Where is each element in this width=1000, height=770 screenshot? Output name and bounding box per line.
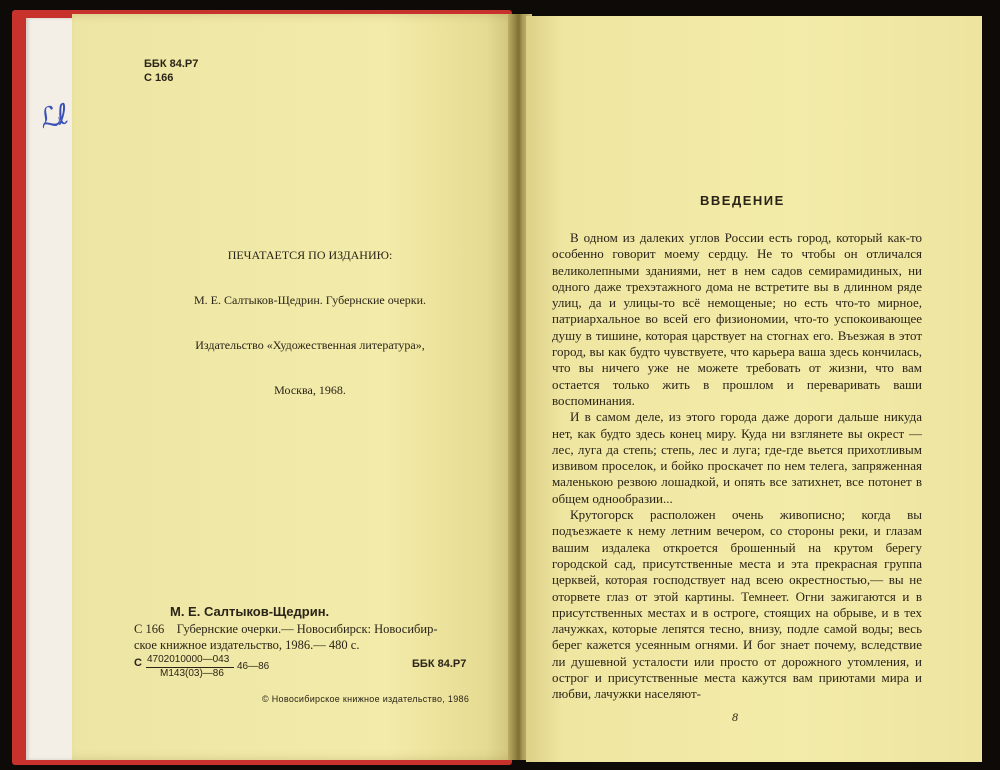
isbn-denominator: М143(03)—86 <box>160 668 224 679</box>
isbn-numerator: 4702010000—043 <box>147 654 230 665</box>
paragraph: Крутогорск расположен очень живописно; когда вы подъезжаете к нему летним вечером, со стороны реки, и глазам вашим издалека откроется брошенный на крутом берегу городской сад, присутственные места и эта прекрасная группа церквей, которая господствует над всею окрестностью,— вы не оторвете глаз от этой картины. Темнеет. Огни зажигаются и в присутственных местах и в остроге, стоящих на обрыве, и в тех лачужках, которые лепятся тесно, внизу, подле самой воды; весь берег кажется усеянным огнями. И бог знает почему, вследствие ли душевной усталости или просто от дорожного утомления, и острог и присутственные места кажутся вам приютами мира и любви, лачужки населяют- <box>552 507 922 702</box>
paragraph: В одном из далеких углов России есть город, который как-то особенно говорит моему сердцу. Не то чтобы он отличался великолепными зданиями, нет в нем садов семирамидиных, ни одного даже трехэтажного дома не встретите вы в длинном ряде улиц, да и улицы-то всё немощеные; но есть что-то мирное, патриархальное во всей его физиономии, что-то успокоивающее душу в тишине, которая царствует на стогнах его. Въезжая в этот город, вы как будто чувствуете, что карьера ваша здесь кончилась, что вы ничего уже не можете требовать от жизни, что вам остается только жить в прошлом и переваривать ваши воспоминания. <box>552 230 922 408</box>
catalog-description: С 166 Губернские очерки.— Новосибирск: Новосибир- ское книжное издательство, 1986.— 480 с. <box>134 622 438 652</box>
chapter-heading: ВВЕДЕНИЕ <box>700 193 785 208</box>
bbk-code-bottom: ББК 84.Р7 <box>412 658 467 670</box>
handwritten-signature: ℒℓ <box>36 97 69 136</box>
isbn-prefix: С <box>134 657 142 669</box>
edition-note: ПЕЧАТАЕТСЯ ПО ИЗДАНИЮ: М. Е. Салтыков-Щедрин. Губернские очерки. Издательство «Художественная литература», Москва, 1968. <box>193 248 427 397</box>
chapter-body <box>552 230 922 703</box>
page-number: 8 <box>732 710 738 724</box>
isbn-tail: 46—86 <box>237 661 270 672</box>
paragraph: И в самом деле, из этого города даже дороги дальше никуда нет, как будто здесь конец миру. Куда ни взглянете вы окрест — лес, луга да степь; степь, лес и луга; где-где вьется прихотливым извивом проселок, и бойко проскачет по нем телега, запряженная маленькою резвою лошадкой, и опять все затихнет, все потонет в общем однообразии... <box>552 409 922 506</box>
bbk-code-top: ББК 84.Р7 С 166 <box>144 58 199 84</box>
copyright-line: © Новосибирское книжное издательство, 1986 <box>262 694 470 704</box>
catalog-author: М. Е. Салтыков-Щедрин. <box>170 604 330 619</box>
